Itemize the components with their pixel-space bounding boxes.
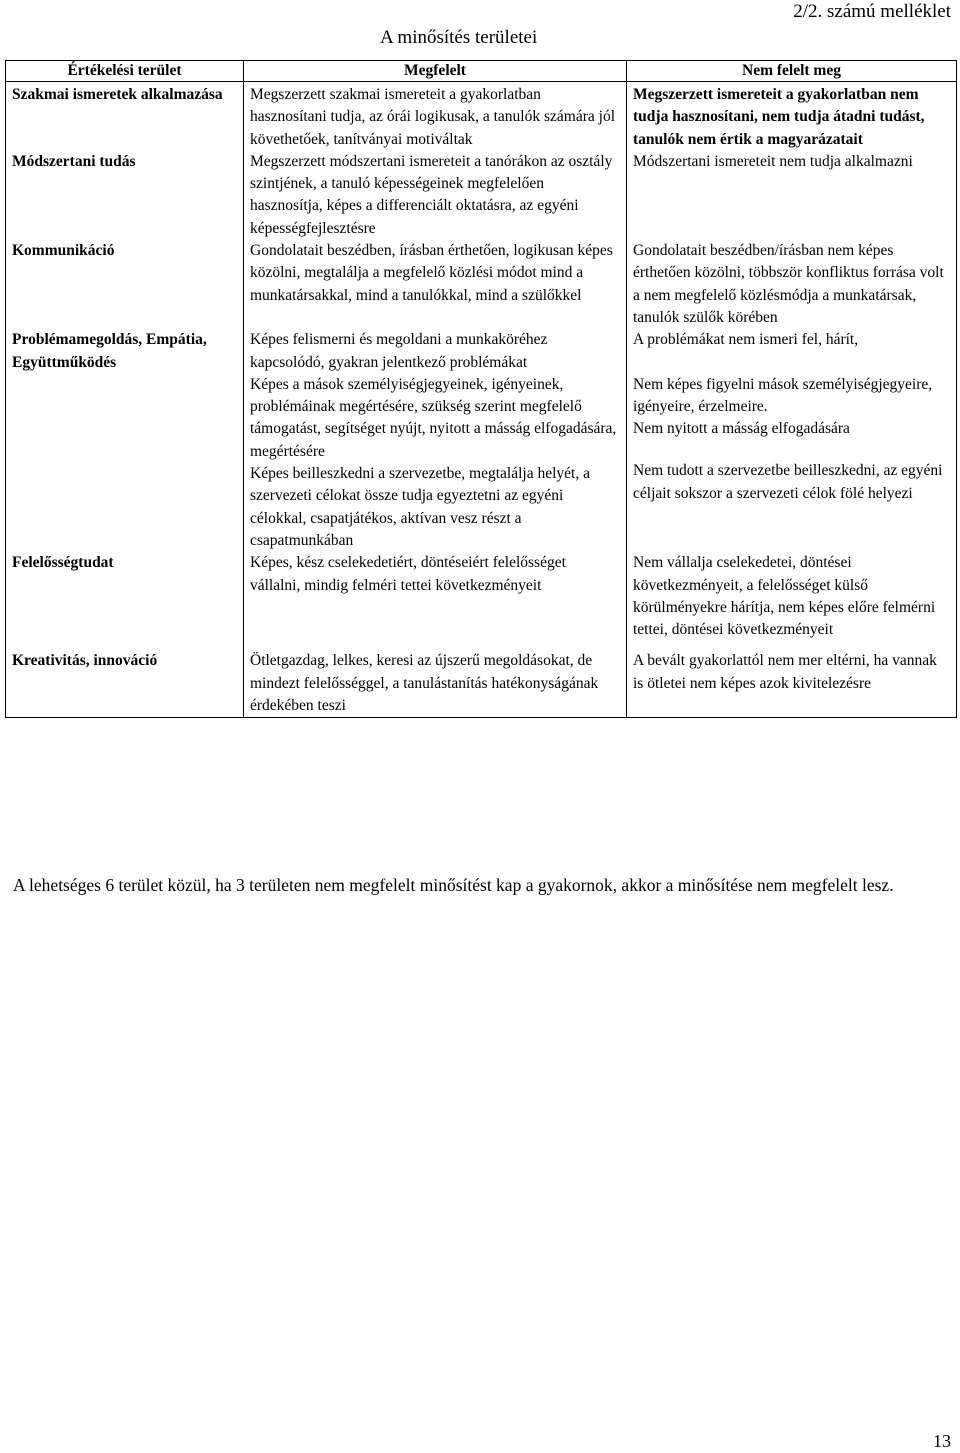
fail-cell (627, 329, 957, 552)
pass-text: Képes felismerni és megoldani a munkaköréhez kapcsolódó, gyakran jelentkező problémákat (250, 331, 548, 371)
table-row (6, 82, 957, 151)
fail-cell (627, 650, 957, 717)
fail-text: A bevált gyakorlattól nem mer eltérni, ha vannak is ötletei nem képes azok kivitelezésre (633, 652, 937, 692)
table-row (6, 151, 957, 240)
pass-text: Képes a mások személyiségjegyeinek, igényeinek, problémáinak megértésére, szükség szerint megfelelő támogatást, segítséget nyújt, nyitott a másság elfogadására, megértésére (250, 375, 617, 460)
fail-text: Megszerzett ismereteit a gyakorlatban nem tudja hasznosítani, nem tudja átadni tudást, tanulók nem értik a magyarázatait (633, 86, 925, 148)
fail-text: Nem képes figyelni mások személyiségjegyeire, igényeire, érzelmeire. (633, 375, 933, 415)
pass-cell (244, 552, 627, 650)
table-row (6, 552, 957, 650)
pass-cell (244, 650, 627, 717)
area-cell: Szakmai ismeretek alkalmazása (6, 82, 244, 151)
fail-text: Nem vállalja cselekedetei, döntései következményeit, a felelősséget külső körülményekre hárítja, nem képes előre felmérni tettei, döntései következményeit (633, 554, 936, 639)
area-cell: Kreativitás, innováció (6, 650, 244, 717)
pass-text: Gondolatait beszédben, írásban érthetően, logikusan képes közölni, megtalálja a megfelelő közlési módot mind a munkatársakkal, mind a tanulókkal, mind a szülőkkel (250, 242, 613, 304)
fail-text: Módszertani ismereteit nem tudja alkalmazni (633, 152, 913, 170)
table-row (6, 650, 957, 717)
column-header-fail: Nem felelt meg (627, 61, 957, 82)
document-title: A minősítés területei (380, 27, 538, 48)
area-cell: Problémamegoldás, Empátia, Együttműködés (6, 329, 244, 552)
fail-text: Nem tudott a szervezetbe beilleszkedni, az egyéni céljait sokszor a szervezeti célok fölé helyezi (633, 462, 943, 502)
fail-cell (627, 151, 957, 240)
pass-cell (244, 329, 627, 552)
page-number: 13 (933, 1431, 951, 1451)
fail-cell (627, 240, 957, 329)
evaluation-table (5, 60, 957, 718)
fail-text: Gondolatait beszédben/írásban nem képes érthetően közölni, többször konfliktus forrása volt a nem megfelelő közlésmódja a munkatársak, tanulók szülők körében (633, 242, 944, 326)
table-row (6, 329, 957, 552)
pass-text: Képes beilleszkedni a szervezetbe, megtalálja helyét, a szervezeti célokat össze tudja egyeztetni az egyéni célokkal, csapatjátékos, aktívan vesz részt a csapatmunkában (250, 465, 590, 549)
annex-label: 2/2. számú melléklet (793, 1, 951, 22)
pass-text: Ötletgazdag, lelkes, keresi az újszerű megoldásokat, de mindezt felelősséggel, a tanulástanítás hatékonyságának érdekében teszi (250, 652, 599, 715)
fail-text: Nem nyitott a másság elfogadására (633, 420, 850, 438)
pass-text: Megszerzett módszertani ismereteit a tanórákon az osztály szintjének, a tanuló képességeinek megfelelően hasznosítja, képes a differenciált oktatásra, az egyéni képességfejlesztésre (250, 152, 613, 237)
fail-text: A problémákat nem ismeri fel, hárít, (633, 331, 859, 349)
pass-cell (244, 240, 627, 329)
area-cell: Kommunikáció (6, 240, 244, 329)
footnote: A lehetséges 6 terület közül, ha 3 területen nem megfelelt minősítést kap a gyakornok, akkor a minősítése nem megfelelt lesz. (13, 875, 894, 895)
fail-cell (627, 82, 957, 151)
pass-text: Képes, kész cselekedetiért, döntéseiért felelősséget vállalni, mindig felméri tettei következményeit (250, 554, 566, 594)
table-row (6, 240, 957, 329)
pass-cell (244, 82, 627, 151)
area-cell: Módszertani tudás (6, 151, 244, 240)
pass-text: Megszerzett szakmai ismereteit a gyakorlatban hasznosítani tudja, az órái logikusak, a tanulók számára jól követhetőek, tanítványai motiváltak (250, 86, 615, 148)
fail-cell (627, 552, 957, 650)
column-header-pass: Megfelelt (244, 61, 627, 82)
pass-cell (244, 151, 627, 240)
column-header-area: Értékelési terület (6, 61, 244, 82)
area-cell: Felelősségtudat (6, 552, 244, 650)
table-header-row (6, 61, 957, 82)
